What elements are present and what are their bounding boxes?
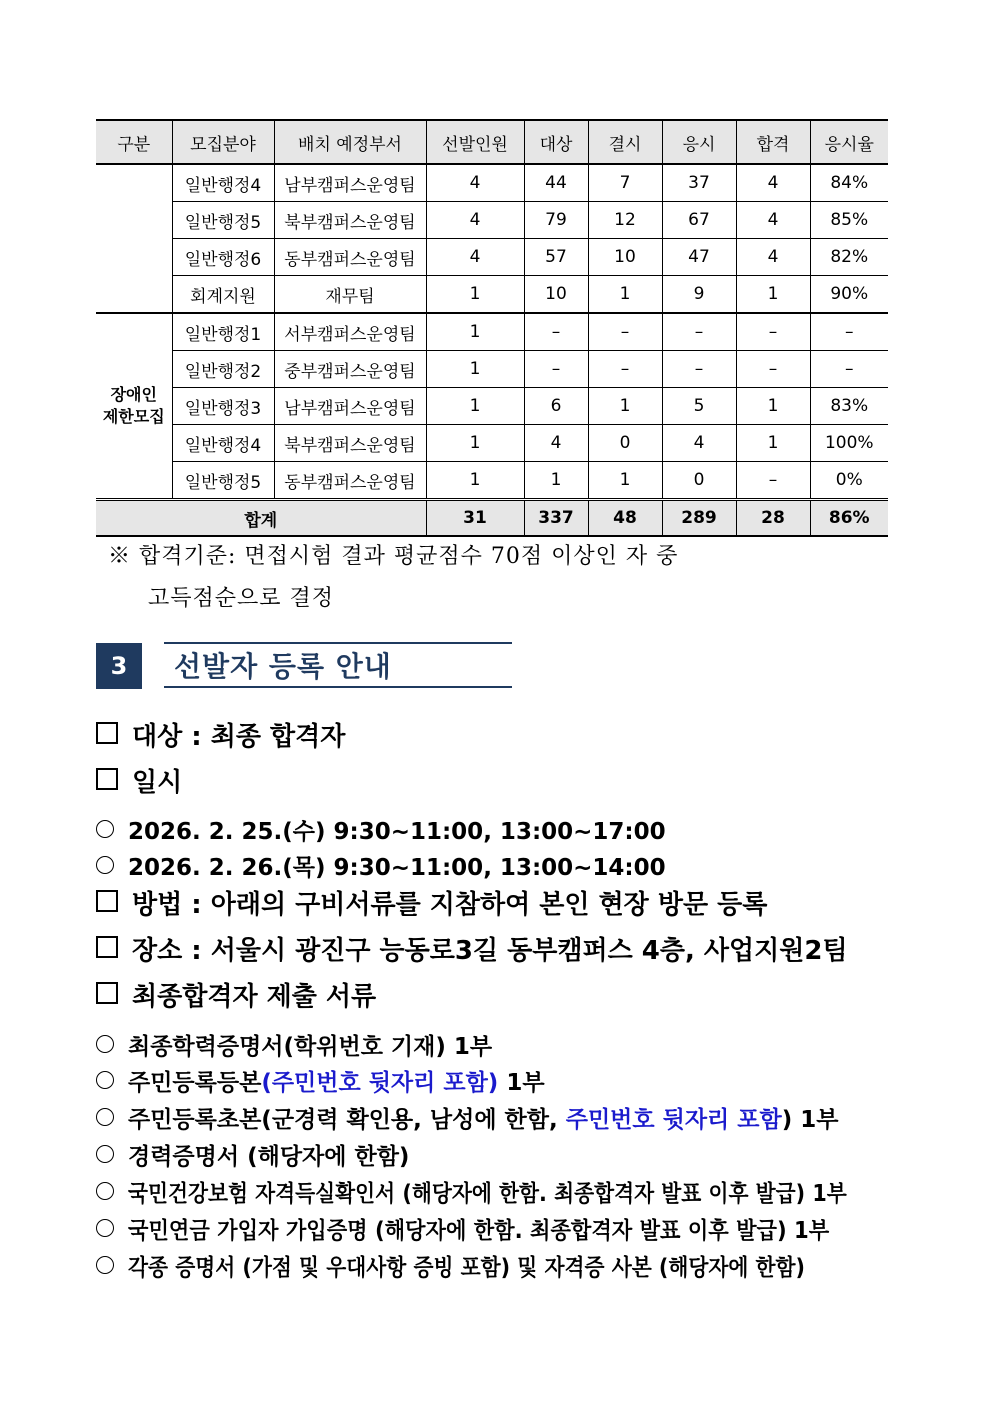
table-row bbox=[96, 425, 888, 462]
table-cell: 0 bbox=[588, 425, 662, 462]
table-cell: 84% bbox=[810, 164, 888, 202]
total-cell: 48 bbox=[588, 500, 662, 537]
list-item: 방법 : 아래의 구비서류를 지참하여 본인 현장 방문 등록 bbox=[96, 884, 767, 921]
results-table bbox=[96, 119, 888, 537]
total-cell: 86% bbox=[810, 500, 888, 537]
table-cell: 4 bbox=[524, 425, 588, 462]
table-cell: 1 bbox=[588, 276, 662, 314]
table-cell: 85% bbox=[810, 202, 888, 239]
table-row bbox=[96, 164, 888, 202]
table-cell: – bbox=[736, 313, 810, 351]
circle-bullet-icon bbox=[96, 1145, 114, 1163]
table-row bbox=[96, 388, 888, 425]
total-cell: 337 bbox=[524, 500, 588, 537]
list-item: 경력증명서 (해당자에 한함) bbox=[96, 1138, 409, 1171]
header-cell: 대상 bbox=[524, 120, 588, 164]
header-cell: 모집분야 bbox=[172, 120, 274, 164]
table-cell: – bbox=[524, 351, 588, 388]
table-cell: 북부캠퍼스운영팀 bbox=[274, 425, 426, 462]
table-cell: 동부캠퍼스운영팀 bbox=[274, 239, 426, 276]
table-row bbox=[96, 462, 888, 500]
table-cell: 4 bbox=[426, 239, 524, 276]
list-item: 주민등록초본(군경력 확인용, 남성에 한함, 주민번호 뒷자리 포함) 1부 bbox=[96, 1101, 838, 1134]
list-item: 일시 bbox=[96, 762, 182, 799]
table-cell: – bbox=[736, 462, 810, 500]
table-cell: 1 bbox=[426, 276, 524, 314]
table-row bbox=[96, 313, 888, 351]
circle-bullet-icon bbox=[96, 1035, 114, 1053]
table-cell: 1 bbox=[426, 425, 524, 462]
total-cell: 31 bbox=[426, 500, 524, 537]
table-cell: 일반행정1 bbox=[172, 313, 274, 351]
pass-criteria-note bbox=[108, 536, 868, 620]
checkbox-square-icon bbox=[96, 722, 118, 744]
table-header-row bbox=[96, 120, 888, 164]
table-cell: 북부캠퍼스운영팀 bbox=[274, 202, 426, 239]
table-cell: 1 bbox=[426, 351, 524, 388]
table-cell: 9 bbox=[662, 276, 736, 314]
table-cell: 90% bbox=[810, 276, 888, 314]
table-cell: 0 bbox=[662, 462, 736, 500]
table-body bbox=[96, 164, 888, 500]
table-cell: 서부캠퍼스운영팀 bbox=[274, 313, 426, 351]
header-cell: 합격 bbox=[736, 120, 810, 164]
checkbox-square-icon bbox=[96, 936, 118, 958]
group-label-line: 장애인 bbox=[110, 385, 157, 404]
table-cell: 47 bbox=[662, 239, 736, 276]
table-cell: – bbox=[662, 351, 736, 388]
header-cell: 구분 bbox=[96, 120, 172, 164]
table-cell: 4 bbox=[736, 239, 810, 276]
table-cell: 4 bbox=[736, 202, 810, 239]
group-label-cell bbox=[96, 313, 172, 500]
circle-bullet-icon bbox=[96, 1108, 114, 1126]
circle-bullet-icon bbox=[96, 1182, 114, 1200]
header-cell: 응시 bbox=[662, 120, 736, 164]
table-cell: 79 bbox=[524, 202, 588, 239]
table-cell: – bbox=[588, 313, 662, 351]
checkbox-square-icon bbox=[96, 768, 118, 790]
table-cell: 동부캠퍼스운영팀 bbox=[274, 462, 426, 500]
list-item: 2026. 2. 25.(수) 9:30~11:00, 13:00~17:00 bbox=[96, 813, 666, 846]
table-cell: 0% bbox=[810, 462, 888, 500]
group-label-line: 제한모집 bbox=[102, 407, 165, 426]
list-item: 각종 증명서 (가점 및 우대사항 증빙 포함) 및 자격증 사본 (해당자에 한함) bbox=[96, 1249, 880, 1282]
header-cell: 결시 bbox=[588, 120, 662, 164]
table-cell: 83% bbox=[810, 388, 888, 425]
table-cell: 1 bbox=[426, 313, 524, 351]
table-cell: 5 bbox=[662, 388, 736, 425]
note-line: 고득점순으로 결정 bbox=[148, 586, 335, 611]
table-cell: 4 bbox=[426, 164, 524, 202]
table-cell: 82% bbox=[810, 239, 888, 276]
table-cell: 1 bbox=[524, 462, 588, 500]
table-cell: 남부캠퍼스운영팀 bbox=[274, 388, 426, 425]
table-cell: 일반행정5 bbox=[172, 202, 274, 239]
table-cell: – bbox=[810, 313, 888, 351]
checkbox-square-icon bbox=[96, 890, 118, 912]
list-item: 장소 : 서울시 광진구 능동로3길 동부캠퍼스 4층, 사업지원2팀 bbox=[96, 930, 848, 967]
list-item: 주민등록등본(주민번호 뒷자리 포함) 1부 bbox=[96, 1064, 545, 1097]
table-cell: 4 bbox=[426, 202, 524, 239]
header-cell: 선발인원 bbox=[426, 120, 524, 164]
table-cell: – bbox=[524, 313, 588, 351]
table-total-row bbox=[96, 500, 888, 537]
circle-bullet-icon bbox=[96, 820, 114, 838]
table-cell: 1 bbox=[426, 388, 524, 425]
group-label-cell bbox=[96, 164, 172, 313]
list-item: 국민연금 가입자 가입증명 (해당자에 한함. 최종합격자 발표 이후 발급) 1부 bbox=[96, 1212, 890, 1245]
table-cell: 1 bbox=[736, 276, 810, 314]
note-line: ※ 합격기준: 면접시험 결과 평균점수 70점 이상인 자 중 bbox=[108, 544, 679, 569]
header-cell: 응시율 bbox=[810, 120, 888, 164]
table-cell: – bbox=[588, 351, 662, 388]
table-cell: 일반행정3 bbox=[172, 388, 274, 425]
table-cell: 남부캠퍼스운영팀 bbox=[274, 164, 426, 202]
table-cell: 재무팀 bbox=[274, 276, 426, 314]
table-cell: 10 bbox=[588, 239, 662, 276]
table-cell: 1 bbox=[736, 388, 810, 425]
table-cell: 12 bbox=[588, 202, 662, 239]
list-item: 최종학력증명서(학위번호 기재) 1부 bbox=[96, 1028, 492, 1061]
table-cell: – bbox=[736, 351, 810, 388]
circle-bullet-icon bbox=[96, 856, 114, 874]
table-cell: 37 bbox=[662, 164, 736, 202]
table-cell: 회계지원 bbox=[172, 276, 274, 314]
table-cell: 67 bbox=[662, 202, 736, 239]
circle-bullet-icon bbox=[96, 1256, 114, 1274]
table-cell: – bbox=[662, 313, 736, 351]
table-cell: 1 bbox=[588, 462, 662, 500]
list-item: 최종합격자 제출 서류 bbox=[96, 976, 376, 1013]
table-row bbox=[96, 202, 888, 239]
section-number: 3 bbox=[96, 643, 142, 689]
header-cell: 배치 예정부서 bbox=[274, 120, 426, 164]
table-row bbox=[96, 276, 888, 314]
table-cell: 100% bbox=[810, 425, 888, 462]
table-cell: 1 bbox=[588, 388, 662, 425]
table-cell: 일반행정6 bbox=[172, 239, 274, 276]
table-cell: 44 bbox=[524, 164, 588, 202]
table-cell: 57 bbox=[524, 239, 588, 276]
table-cell: 4 bbox=[736, 164, 810, 202]
list-item: 대상 : 최종 합격자 bbox=[96, 716, 345, 753]
table-cell: 1 bbox=[426, 462, 524, 500]
table-cell: 7 bbox=[588, 164, 662, 202]
table-cell: 10 bbox=[524, 276, 588, 314]
table-cell: 6 bbox=[524, 388, 588, 425]
circle-bullet-icon bbox=[96, 1219, 114, 1237]
table-row bbox=[96, 351, 888, 388]
checkbox-square-icon bbox=[96, 982, 118, 1004]
table-cell: 일반행정4 bbox=[172, 164, 274, 202]
list-item: 2026. 2. 26.(목) 9:30~11:00, 13:00~14:00 bbox=[96, 849, 666, 882]
table-cell: 1 bbox=[736, 425, 810, 462]
circle-bullet-icon bbox=[96, 1071, 114, 1089]
table-row bbox=[96, 239, 888, 276]
total-label: 합계 bbox=[96, 500, 426, 537]
table-cell: 일반행정5 bbox=[172, 462, 274, 500]
list-item: 국민건강보험 자격득실확인서 (해당자에 한함. 최종합격자 발표 이후 발급) 1부 bbox=[96, 1175, 927, 1208]
total-cell: 28 bbox=[736, 500, 810, 537]
table-cell: 일반행정2 bbox=[172, 351, 274, 388]
table-cell: 일반행정4 bbox=[172, 425, 274, 462]
table-cell: 중부캠퍼스운영팀 bbox=[274, 351, 426, 388]
table-cell: 4 bbox=[662, 425, 736, 462]
table-cell: – bbox=[810, 351, 888, 388]
section-title: 선발자 등록 안내 bbox=[164, 642, 512, 688]
total-cell: 289 bbox=[662, 500, 736, 537]
